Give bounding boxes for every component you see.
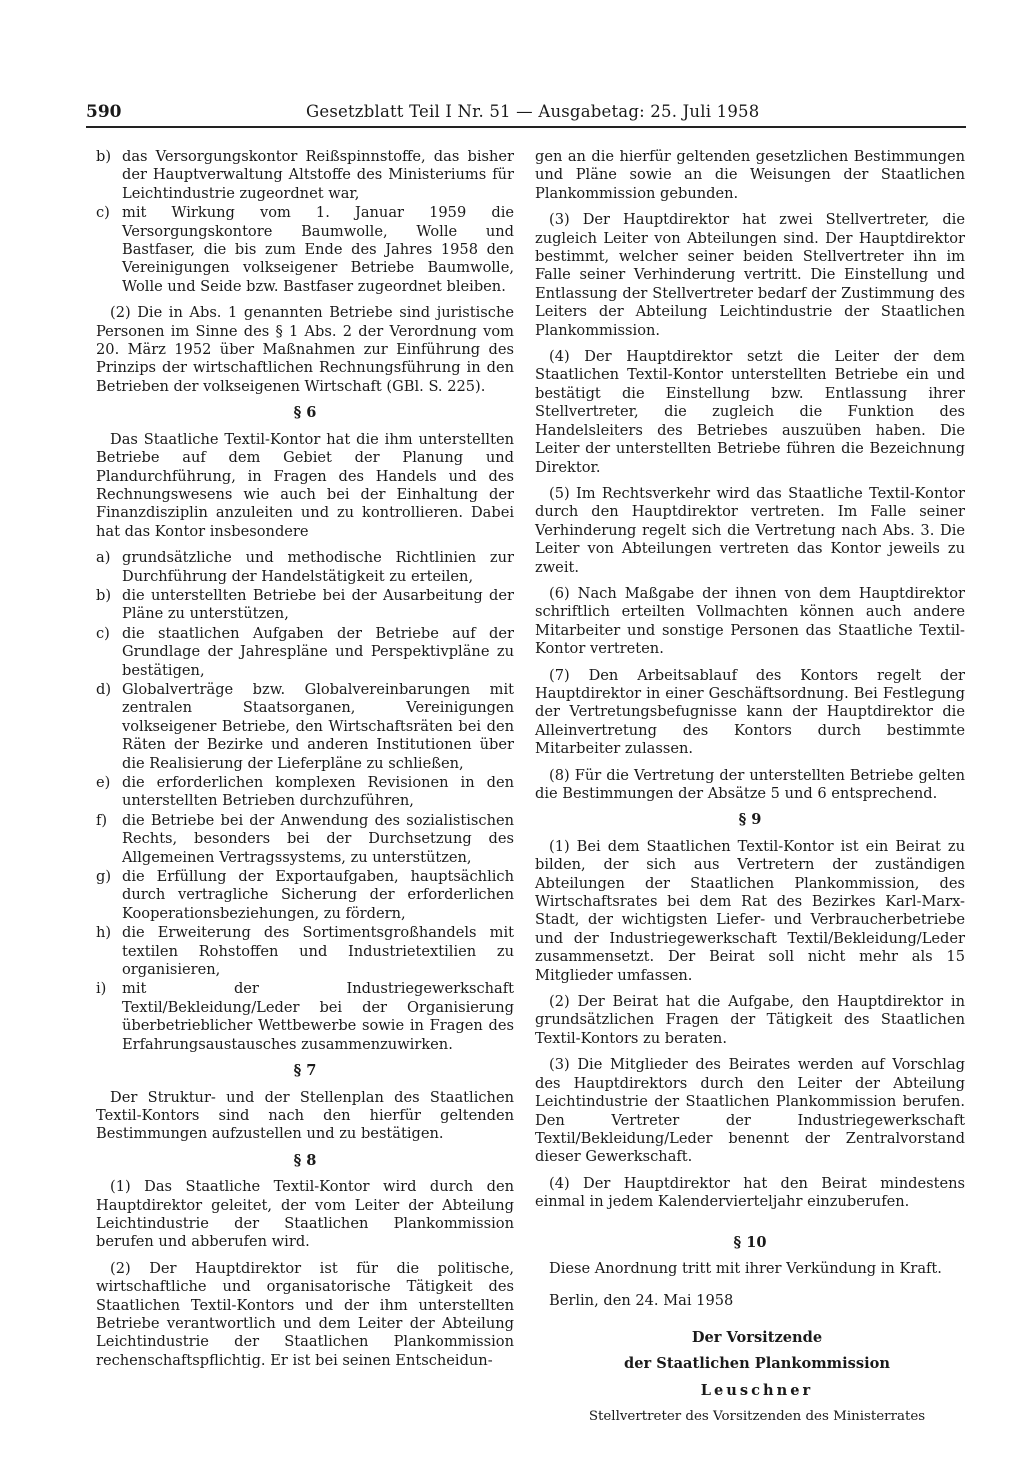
page-header bbox=[86, 100, 966, 128]
list-item bbox=[96, 204, 514, 296]
list-item bbox=[96, 625, 514, 680]
list-item-text: mit Wirkung vom 1. Januar 1959 die Versorgungskontore Baumwolle, Wolle und Bastfaser, die bis zum Ende des Jahres 1958 den Vereinigungen volkseigener Betriebe Baumwolle, Wolle und Seide bzw. Bastfaser zugeordnet bleiben. bbox=[122, 204, 514, 295]
signature-institution: der Staatlichen Plankommission bbox=[624, 1355, 890, 1373]
paragraph: (4) Der Hauptdirektor setzt die Leiter der dem Staatlichen Textil-Kontor unterstellten Betriebe ein und bestätigt die Einstellung bzw. Entlassung ihrer Stellvertreter, die zugleich die Funktion des Handelsleiters des Betriebes auszuüben haben. Die Leiter der unterstellten Betriebe führen die Bezeichnung Direktor. bbox=[535, 348, 965, 476]
list-item bbox=[96, 980, 514, 1054]
list-item-label: h) bbox=[96, 924, 112, 942]
list-item-text: mit der Industriegewerkschaft Textil/Bekleidung/Leder bei der Organisierung überbetrieblicher Wettbewerbe sowie in Fragen des Erfahrungsaustausches zusammenzuwirken. bbox=[122, 980, 514, 1053]
paragraph: gen an die hierfür geltenden gesetzlichen Bestimmungen und Pläne sowie an die Weisungen der Staatlichen Plankommission gebunden. bbox=[535, 148, 965, 202]
paragraph: (5) Im Rechtsverkehr wird das Staatliche Textil-Kontor durch den Hauptdirektor vertreten. Im Falle seiner Verhinderung regelt sich die Vertretung nach Abs. 3. Die Leiter von Abteilungen vertreten das Kontor jeweils zu zweit. bbox=[535, 484, 965, 576]
list-item-text: die Betriebe bei der Anwendung des sozialistischen Rechts, besonders bei der Durchsetzung des Allgemeinen Vertragssystems, zu unterstützen, bbox=[122, 811, 514, 866]
signature-title: Der Vorsitzende bbox=[691, 1328, 823, 1346]
list-item bbox=[96, 587, 514, 624]
list-item bbox=[96, 812, 514, 867]
paragraph: (7) Den Arbeitsablauf des Kontors regelt der Hauptdirektor in einer Geschäftsordnung. Bei Festlegung der Vertretungsbefugnisse kann der Hauptdirektor die Alleinvertretung des Kontors durch bestimmte Mitarbeiter zulassen. bbox=[535, 666, 965, 758]
signature-role: Stellvertreter des Vorsitzenden des Ministerrates bbox=[588, 1408, 926, 1424]
list-item bbox=[96, 924, 514, 979]
list-item-label: i) bbox=[96, 980, 107, 998]
list-item-label: d) bbox=[96, 680, 112, 698]
list-item-text: die Erfüllung der Exportaufgaben, hauptsächlich durch vertragliche Sicherung der erforderlichen Kooperationsbeziehungen, zu fördern, bbox=[122, 868, 514, 922]
paragraph: Das Staatliche Textil-Kontor hat die ihm unterstellten Betriebe auf dem Gebiet der Planung und Plandurchführung, in Fragen des Handels und des Rechnungswesens wie auch bei der Einhaltung der Finanzdisziplin anzuleiten und zu kontrollieren. Dabei hat das Kontor insbesondere bbox=[96, 430, 514, 540]
list-item-label: e) bbox=[96, 774, 111, 791]
list-item-label: f) bbox=[96, 811, 108, 829]
paragraph: (2) Der Beirat hat die Aufgabe, den Hauptdirektor in grundsätzlichen Fragen der Tätigkeit des Staatlichen Textil-Kontors zu beraten. bbox=[535, 993, 965, 1047]
list-item bbox=[96, 148, 514, 203]
paragraph: (6) Nach Maßgabe der ihnen von dem Hauptdirektor schriftlich erteilten Vollmachten können auch andere Mitarbeiter und sonstige Personen das Staatliche Textil-Kontor vertreten. bbox=[535, 584, 965, 658]
list-item-text: die staatlichen Aufgaben der Betriebe auf der Grundlage der Jahrespläne und Perspektivpläne zu bestätigen, bbox=[122, 624, 514, 679]
list-item bbox=[96, 868, 514, 923]
paragraph: (3) Der Hauptdirektor hat zwei Stellvertreter, die zugleich Leiter von Abteilungen sind. Der Hauptdirektor bestimmt, welcher seiner beiden Stellvertreter ihn im Falle seiner Verhinderung vertritt. Die Einstellung und Entlassung der Stellvertreter bedarf der Zustimmung des Leiters der Abteilung Leichtindustrie der Staatlichen Plankommission. bbox=[535, 211, 965, 339]
paragraph: (8) Für die Vertretung der unterstellten Betriebe gelten die Bestimmungen der Absätze 5 und 6 entsprechend. bbox=[535, 766, 965, 802]
list-item-label: g) bbox=[96, 868, 112, 886]
list-item-label: c) bbox=[96, 204, 110, 222]
section-heading: § 6 bbox=[293, 404, 317, 422]
section-heading: § 9 bbox=[738, 811, 762, 829]
list-item-text: die unterstellten Betriebe bei der Ausarbeitung der Pläne zu unterstützen, bbox=[122, 586, 514, 623]
paragraph: (1) Bei dem Staatlichen Textil-Kontor ist ein Beirat zu bilden, der sich aus Vertretern der zuständigen Abteilungen der Staatlichen Plankommission, des Wirtschaftsrates bei dem Rat des Bezirkes Karl-Marx-Stadt, der wichtigsten Liefer- und Verbraucherbetriebe und der Industriegewerkschaft Textil/Bekleidung/Leder zusammensetzt. Der Beirat soll nicht mehr als 15 Mitglieder umfassen. bbox=[535, 837, 965, 984]
paragraph: (1) Das Staatliche Textil-Kontor wird durch den Hauptdirektor geleitet, der vom Leiter der Abteilung Leichtindustrie der Staatlichen Plankommission berufen und abberufen wird. bbox=[96, 1178, 514, 1251]
section-heading: § 8 bbox=[293, 1151, 317, 1169]
list-item-text: das Versorgungskontor Reißspinnstoffe, das bisher der Hauptverwaltung Altstoffe des Ministeriums für Leichtindustrie zugeordnet war, bbox=[122, 148, 514, 202]
paragraph: (2) Die in Abs. 1 genannten Betriebe sind juristische Personen im Sinne des § 1 Abs. 2 der Verordnung vom 20. März 1952 über Maßnahmen zur Einführung des Prinzips der wirtschaftlichen Rechnungsführung in den Betrieben der volkseigenen Wirtschaft (GBl. S. 225). bbox=[96, 304, 514, 395]
list-item-text: grundsätzliche und methodische Richtlinien zur Durchführung der Handelstätigkeit zu erteilen, bbox=[122, 549, 514, 585]
signature-block bbox=[535, 1329, 965, 1427]
list-item-label: a) bbox=[96, 549, 111, 567]
list-item bbox=[96, 681, 514, 773]
gazette-title: Gesetzblatt Teil I Nr. 51 — Ausgabetag: 25. Juli 1958 bbox=[306, 102, 760, 121]
place-date: Berlin, den 24. Mai 1958 bbox=[549, 1292, 734, 1310]
list-item-text: Globalverträge bzw. Globalvereinbarungen mit zentralen Staatsorganen, Vereinigungen volkseigener Betriebe, den Wirtschaftsräten bei den Räten der Bezirke und anderen Institutionen über die Realisierung der Lieferpläne zu schließen, bbox=[122, 680, 514, 772]
section-heading: § 10 bbox=[733, 1233, 767, 1251]
page-number: 590 bbox=[86, 102, 122, 122]
section-heading: § 7 bbox=[293, 1062, 317, 1080]
paragraph: (3) Die Mitglieder des Beirates werden auf Vorschlag des Hauptdirektors durch den Leiter der Abteilung Leichtindustrie der Staatlichen Plankommission berufen. Den Vertreter der Industriegewerkschaft Textil/Bekleidung/Leder benennt der Zentralvorstand dieser Gewerkschaft. bbox=[535, 1056, 965, 1166]
paragraph: Der Struktur- und der Stellenplan des Staatlichen Textil-Kontors sind nach den hierfür geltenden Bestimmungen aufzustellen und zu bestätigen. bbox=[96, 1088, 514, 1143]
list-item-text: die Erweiterung des Sortimentsgroßhandels mit textilen Rohstoffen und Industrietextilien zu organisieren, bbox=[122, 924, 514, 979]
list-item-label: b) bbox=[96, 586, 112, 604]
list-item-label: b) bbox=[96, 148, 112, 165]
section5-list bbox=[96, 148, 514, 296]
right-column bbox=[535, 148, 965, 1434]
list-item bbox=[96, 774, 514, 811]
list-item-label: c) bbox=[96, 624, 110, 642]
paragraph: (4) Der Hauptdirektor hat den Beirat mindestens einmal in jedem Kalendervierteljahr einzuberufen. bbox=[535, 1174, 965, 1211]
section6-list bbox=[96, 549, 514, 1054]
left-column bbox=[96, 148, 514, 1378]
list-item-text: die erforderlichen komplexen Revisionen in den unterstellten Betrieben durchzuführen, bbox=[122, 774, 514, 810]
paragraph: (2) Der Hauptdirektor ist für die politische, wirtschaftliche und organisatorische Tätigkeit des Staatlichen Textil-Kontors und der ihm unterstellten Betriebe verantwortlich und dem Leiter der Abteilung Leichtindustrie der Staatlichen Plankommission rechenschaftspflichtig. Er ist bei seinen Entscheidun- bbox=[96, 1259, 514, 1369]
signature-name: Leuschner bbox=[700, 1381, 814, 1399]
list-item bbox=[96, 549, 514, 586]
paragraph: Diese Anordnung tritt mit ihrer Verkündung in Kraft. bbox=[549, 1259, 942, 1277]
